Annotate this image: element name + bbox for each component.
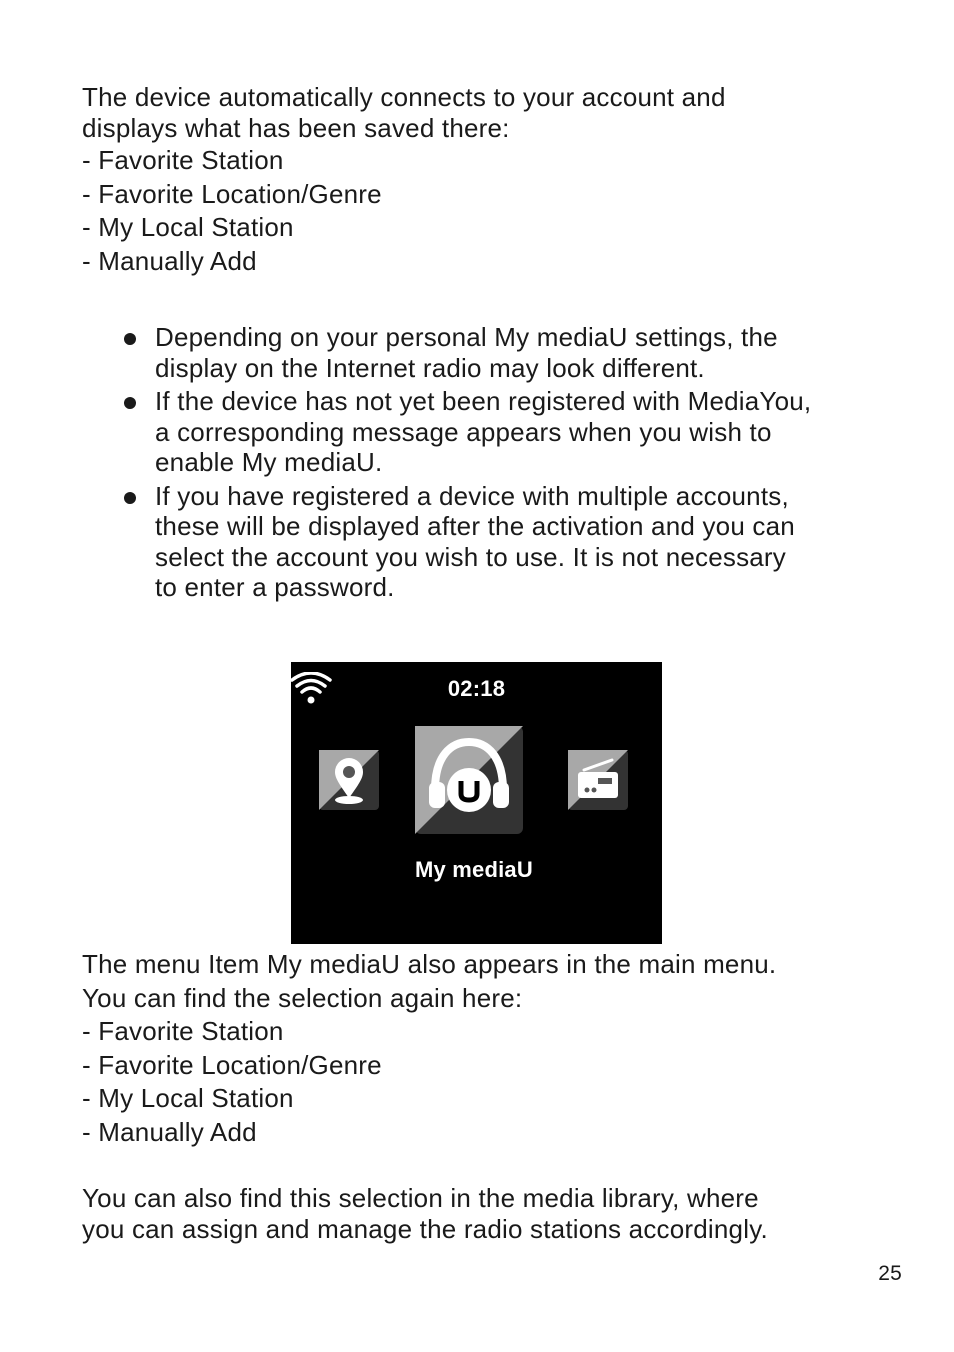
note-line: these will be displayed after the activation and you can [155,511,795,541]
note-item [124,386,894,478]
page-number: 25 [878,1262,902,1285]
outro-list-item: - Favorite Station [82,1016,284,1046]
note-line: If you have registered a device with multiple accounts, [155,480,789,511]
note-line: Depending on your personal My mediaU settings, the [155,322,778,352]
outro-list-item: - My Local Station [82,1083,294,1113]
device-screen [291,662,662,944]
closing-paragraph [82,1183,902,1244]
intro-paragraph [82,82,902,278]
bullet-icon [124,492,136,504]
outro-line: The menu Item My mediaU also appears in the main menu. [82,949,777,979]
closing-line: you can assign and manage the radio stations accordingly. [82,1213,768,1244]
headphones-mediau-icon[interactable] [415,726,523,834]
note-item [124,481,894,603]
intro-line: displays what has been saved there: [82,113,510,143]
outro-paragraph [82,948,902,1149]
intro-list-item: - My Local Station [82,212,294,242]
note-item [124,322,894,383]
selected-menu-label: My mediaU [415,857,533,882]
note-line: a corresponding message appears when you wish to [155,416,772,447]
note-line: to enter a password. [155,572,395,602]
closing-line: You can also find this selection in the media library, where [82,1183,759,1213]
note-line: enable My mediaU. [155,447,383,477]
outro-line: You can find the selection again here: [82,982,523,1013]
outro-list-item: - Favorite Location/Genre [82,1049,382,1080]
bullet-icon [124,333,136,345]
intro-list-item: - Favorite Location/Genre [82,178,382,209]
intro-line: The device automatically connects to your account and [82,82,726,112]
intro-list-item: - Favorite Station [82,145,284,175]
note-line: If the device has not yet been registered with MediaYou, [155,386,812,416]
notes-list [124,322,894,606]
bullet-icon [124,397,136,409]
intro-list-item: - Manually Add [82,245,257,276]
radio-icon[interactable] [568,750,628,810]
outro-list-item: - Manually Add [82,1116,257,1147]
note-line: display on the Internet radio may look different. [155,352,705,383]
clock-display: 02:18 [447,676,506,701]
location-pin-icon[interactable] [319,750,379,810]
note-line: select the account you wish to use. It is not necessary [155,541,786,572]
